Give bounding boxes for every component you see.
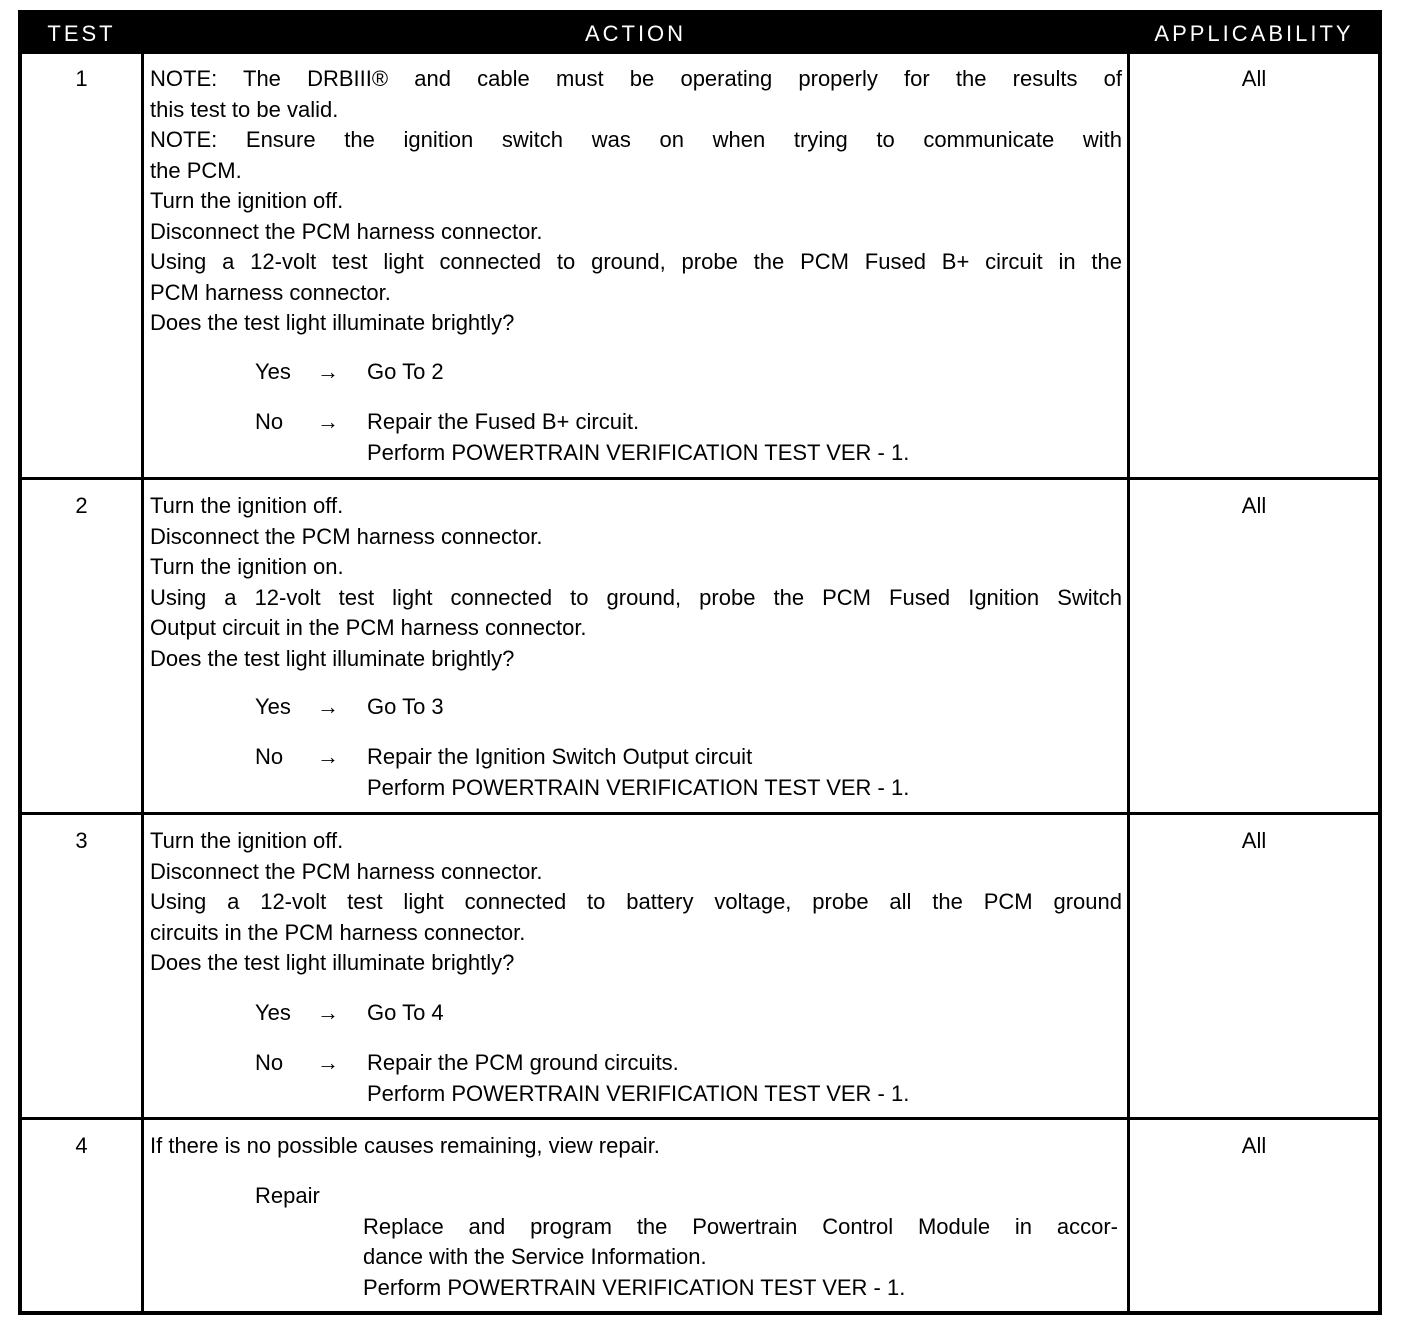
yes-label: Yes [255,1000,291,1025]
no-result-text: Repair the Fused B+ circuit. [367,409,640,434]
action-text [150,491,1122,674]
arrow-right-icon: → [317,694,339,719]
yes-result-text: Go To 2 [367,359,444,384]
test-number: 2 [75,493,88,518]
arrow-right-icon: → [317,1000,339,1025]
action-text [150,1131,1122,1162]
action-text [150,64,1122,339]
repair-instructions [363,1212,1118,1304]
action-line: the PCM. [150,157,242,183]
no-result [367,407,909,468]
action-line: Turn the ignition off. [150,828,344,853]
row-divider [22,812,1378,815]
action-line: Disconnect the PCM harness connector. [150,858,543,884]
no-label: No [255,409,284,434]
action-line: Using a 12-volt test light connected to ground, probe the PCM Fused Ignition Switch [150,584,1122,610]
applicability-value: All [1241,828,1267,853]
no-followup-text: Perform POWERTRAIN VERIFICATION TEST VER - 1. [367,439,910,465]
no-result-text: Repair the Ignition Switch Output circuit [367,744,753,769]
header-applicability: APPLICABILITY [1154,21,1354,46]
diagnostic-test-table [18,10,1382,1315]
no-label: No [255,744,284,769]
test-number: 1 [75,66,88,91]
arrow-right-icon: → [317,1050,339,1075]
no-result [367,1048,909,1109]
no-label: No [255,1050,284,1075]
action-line: If there is no possible causes remaining, view repair. [150,1133,660,1158]
action-line: Does the test light illuminate brightly? [150,950,515,975]
action-line: Using a 12-volt test light connected to ground, probe the PCM Fused B+ circuit in the [150,249,1122,274]
table-header [22,14,1378,54]
applicability-value: All [1241,66,1267,91]
action-line: Output circuit in the PCM harness connector. [150,615,587,640]
yes-result-text: Go To 4 [367,1000,444,1025]
action-line: Does the test light illuminate brightly? [150,310,515,335]
action-line: Using a 12-volt test light connected to battery voltage, probe all the PCM ground [150,889,1122,914]
action-line: this test to be valid. [150,96,339,122]
arrow-right-icon: → [317,359,339,384]
yes-result [367,998,444,1029]
repair-line: Perform POWERTRAIN VERIFICATION TEST VER - 1. [363,1274,906,1300]
row-divider [22,1117,1378,1120]
repair-line: Replace and program the Powertrain Control Module in accor- [363,1213,1118,1239]
yes-result-text: Go To 3 [367,694,444,719]
no-result-text: Repair the PCM ground circuits. [367,1050,679,1075]
applicability-value: All [1241,493,1267,518]
yes-label: Yes [255,359,291,384]
action-line: NOTE: Ensure the ignition switch was on when trying to communicate with [150,127,1122,152]
arrow-right-icon: → [317,744,339,769]
repair-label: Repair [255,1183,320,1208]
yes-label: Yes [255,694,291,719]
repair-section [255,1181,1118,1300]
test-number: 3 [75,828,88,853]
action-line: NOTE: The DRBIII® and cable must be operating properly for the results of [150,66,1122,91]
action-line: circuits in the PCM harness connector. [150,919,526,945]
header-action: ACTION [584,21,687,46]
action-text [150,826,1122,979]
repair-line: dance with the Service Information. [363,1244,707,1269]
action-line: Turn the ignition off. [150,493,344,518]
column-divider [141,54,144,1311]
action-line: PCM harness connector. [150,279,391,305]
yes-result [367,692,444,723]
applicability-value: All [1241,1133,1267,1158]
no-followup-text: Perform POWERTRAIN VERIFICATION TEST VER - 1. [367,774,910,800]
row-divider [22,477,1378,480]
action-line: Disconnect the PCM harness connector. [150,218,543,244]
no-result [367,742,909,803]
action-line: Turn the ignition on. [150,554,344,579]
test-number: 4 [75,1133,88,1158]
action-line: Turn the ignition off. [150,188,344,213]
no-followup-text: Perform POWERTRAIN VERIFICATION TEST VER - 1. [367,1080,910,1106]
header-test: TEST [47,21,116,46]
column-divider [1127,54,1130,1311]
arrow-right-icon: → [317,409,339,434]
action-line: Does the test light illuminate brightly? [150,645,515,671]
action-line: Disconnect the PCM harness connector. [150,523,543,549]
yes-result [367,357,444,388]
